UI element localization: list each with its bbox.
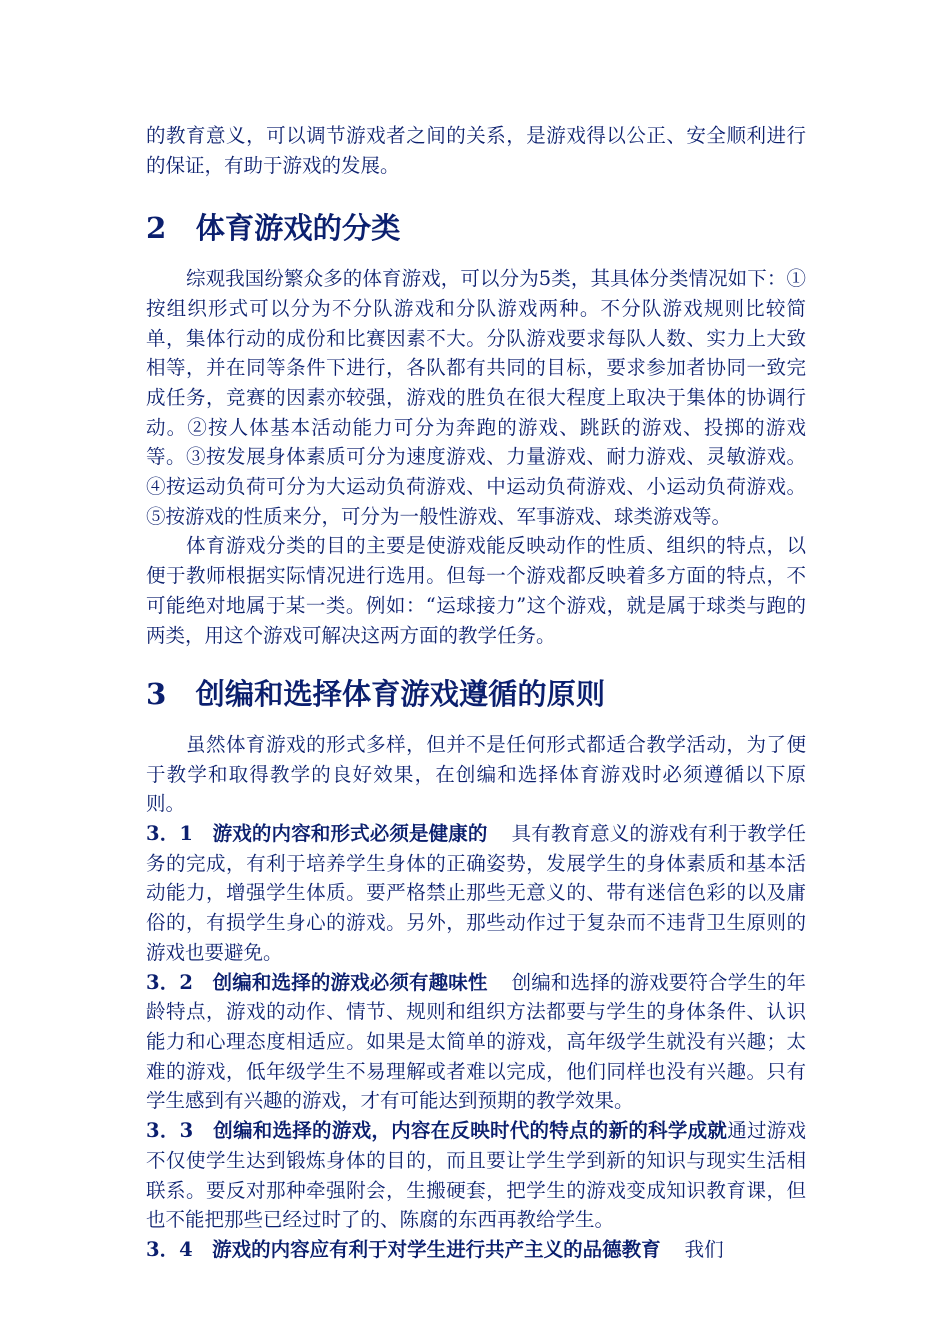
document-page (146, 121, 806, 1265)
section-3-heading: 3 创编和选择体育游戏遵循的原则 (146, 677, 606, 712)
subsection-3-1-body: 具有教育意义的游戏有利于教学任务的完成，有利于培养学生身体的正确姿势，发展学生的身体素质和基本活动能力，增强学生体质。要严格禁止那些无意义的、带有迷信色彩的以及庸俗的，有损学生身心的游戏。另外，那些动作过于复杂而不违背卫生原则的游戏也要避免。 (146, 822, 806, 964)
subsection-3-1 (146, 819, 806, 968)
section-3-intro: 虽然体育游戏的形式多样，但并不是任何形式都适合教学活动，为了便于教学和取得教学的良好效果，在创编和选择体育游戏时必须遵循以下原则。 (146, 732, 806, 816)
continuation-paragraph: 的教育意义，可以调节游戏者之间的关系，是游戏得以公正、安全顺利进行的保证，有助于游戏的发展。 (146, 124, 806, 177)
subsection-3-2 (146, 968, 806, 1117)
subsection-3-1-title: 3．1 游戏的内容和形式必须是健康的 (146, 822, 488, 846)
subsection-3-3 (146, 1116, 806, 1235)
subsection-3-2-title: 3．2 创编和选择的游戏必须有趣味性 (146, 970, 488, 994)
section-2-heading: 2 体育游戏的分类 (146, 211, 401, 246)
subsection-3-4 (146, 1235, 806, 1265)
section-2-paragraph-1: 综观我国纷繁众多的体育游戏，可以分为5类，其具体分类情况如下：①按组织形式可以分为不分队游戏和分队游戏两种。不分队游戏规则比较简单，集体行动的成份和比赛因素不大。分队游戏要求每队人数、实力上大致相等，并在同等条件下进行，各队都有共同的目标，要求参加者协同一致完成任务，竞赛的因素亦较强，游戏的胜负在很大程度上取决于集体的协调行动。②按人体基本活动能力可分为奔跑的游戏、跳跃的游戏、投掷的游戏等。③按发展身体素质可分为速度游戏、力量游戏、耐力游戏、灵敏游戏。④按运动负荷可分为大运动负荷游戏、中运动负荷游戏、小运动负荷游戏。⑤按游戏的性质来分，可分为一般性游戏、军事游戏、球类游戏等。 (146, 267, 806, 528)
subsection-3-2-body: 创编和选择的游戏要符合学生的年龄特点，游戏的动作、情节、规则和组织方法都要与学生的身体条件、认识能力和心理态度相适应。如果是太简单的游戏，高年级学生就没有兴趣；太难的游戏，低年级学生不易理解或者难以完成，他们同样也没有兴趣。只有学生感到有兴趣的游戏，才有可能达到预期的教学效果。 (146, 970, 806, 1113)
subsection-3-4-body: 我们 (684, 1237, 724, 1261)
subsection-3-3-title: 3．3 创编和选择的游戏，内容在反映时代的特点的新的科学成就 (146, 1119, 728, 1143)
subsection-3-3-body: 通过游戏不仅使学生达到锻炼身体的目的，而且要让学生学到新的知识与现实生活相联系。要反对那种牵强附会，生搬硬套，把学生的游戏变成知识教育课，但也不能把那些已经过时了的、陈腐的东西再教给学生。 (146, 1119, 806, 1232)
section-2-paragraph-2: 体育游戏分类的目的主要是使游戏能反映动作的性质、组织的特点，以便于教师根据实际情况进行选用。但每一个游戏都反映着多方面的特点，不可能绝对地属于某一类。例如：“运球接力”这个游戏，就是属于球类与跑的两类，用这个游戏可解决这两方面的教学任务。 (146, 534, 806, 647)
subsection-3-4-title: 3．4 游戏的内容应有利于对学生进行共产主义的品德教育 (146, 1237, 661, 1261)
